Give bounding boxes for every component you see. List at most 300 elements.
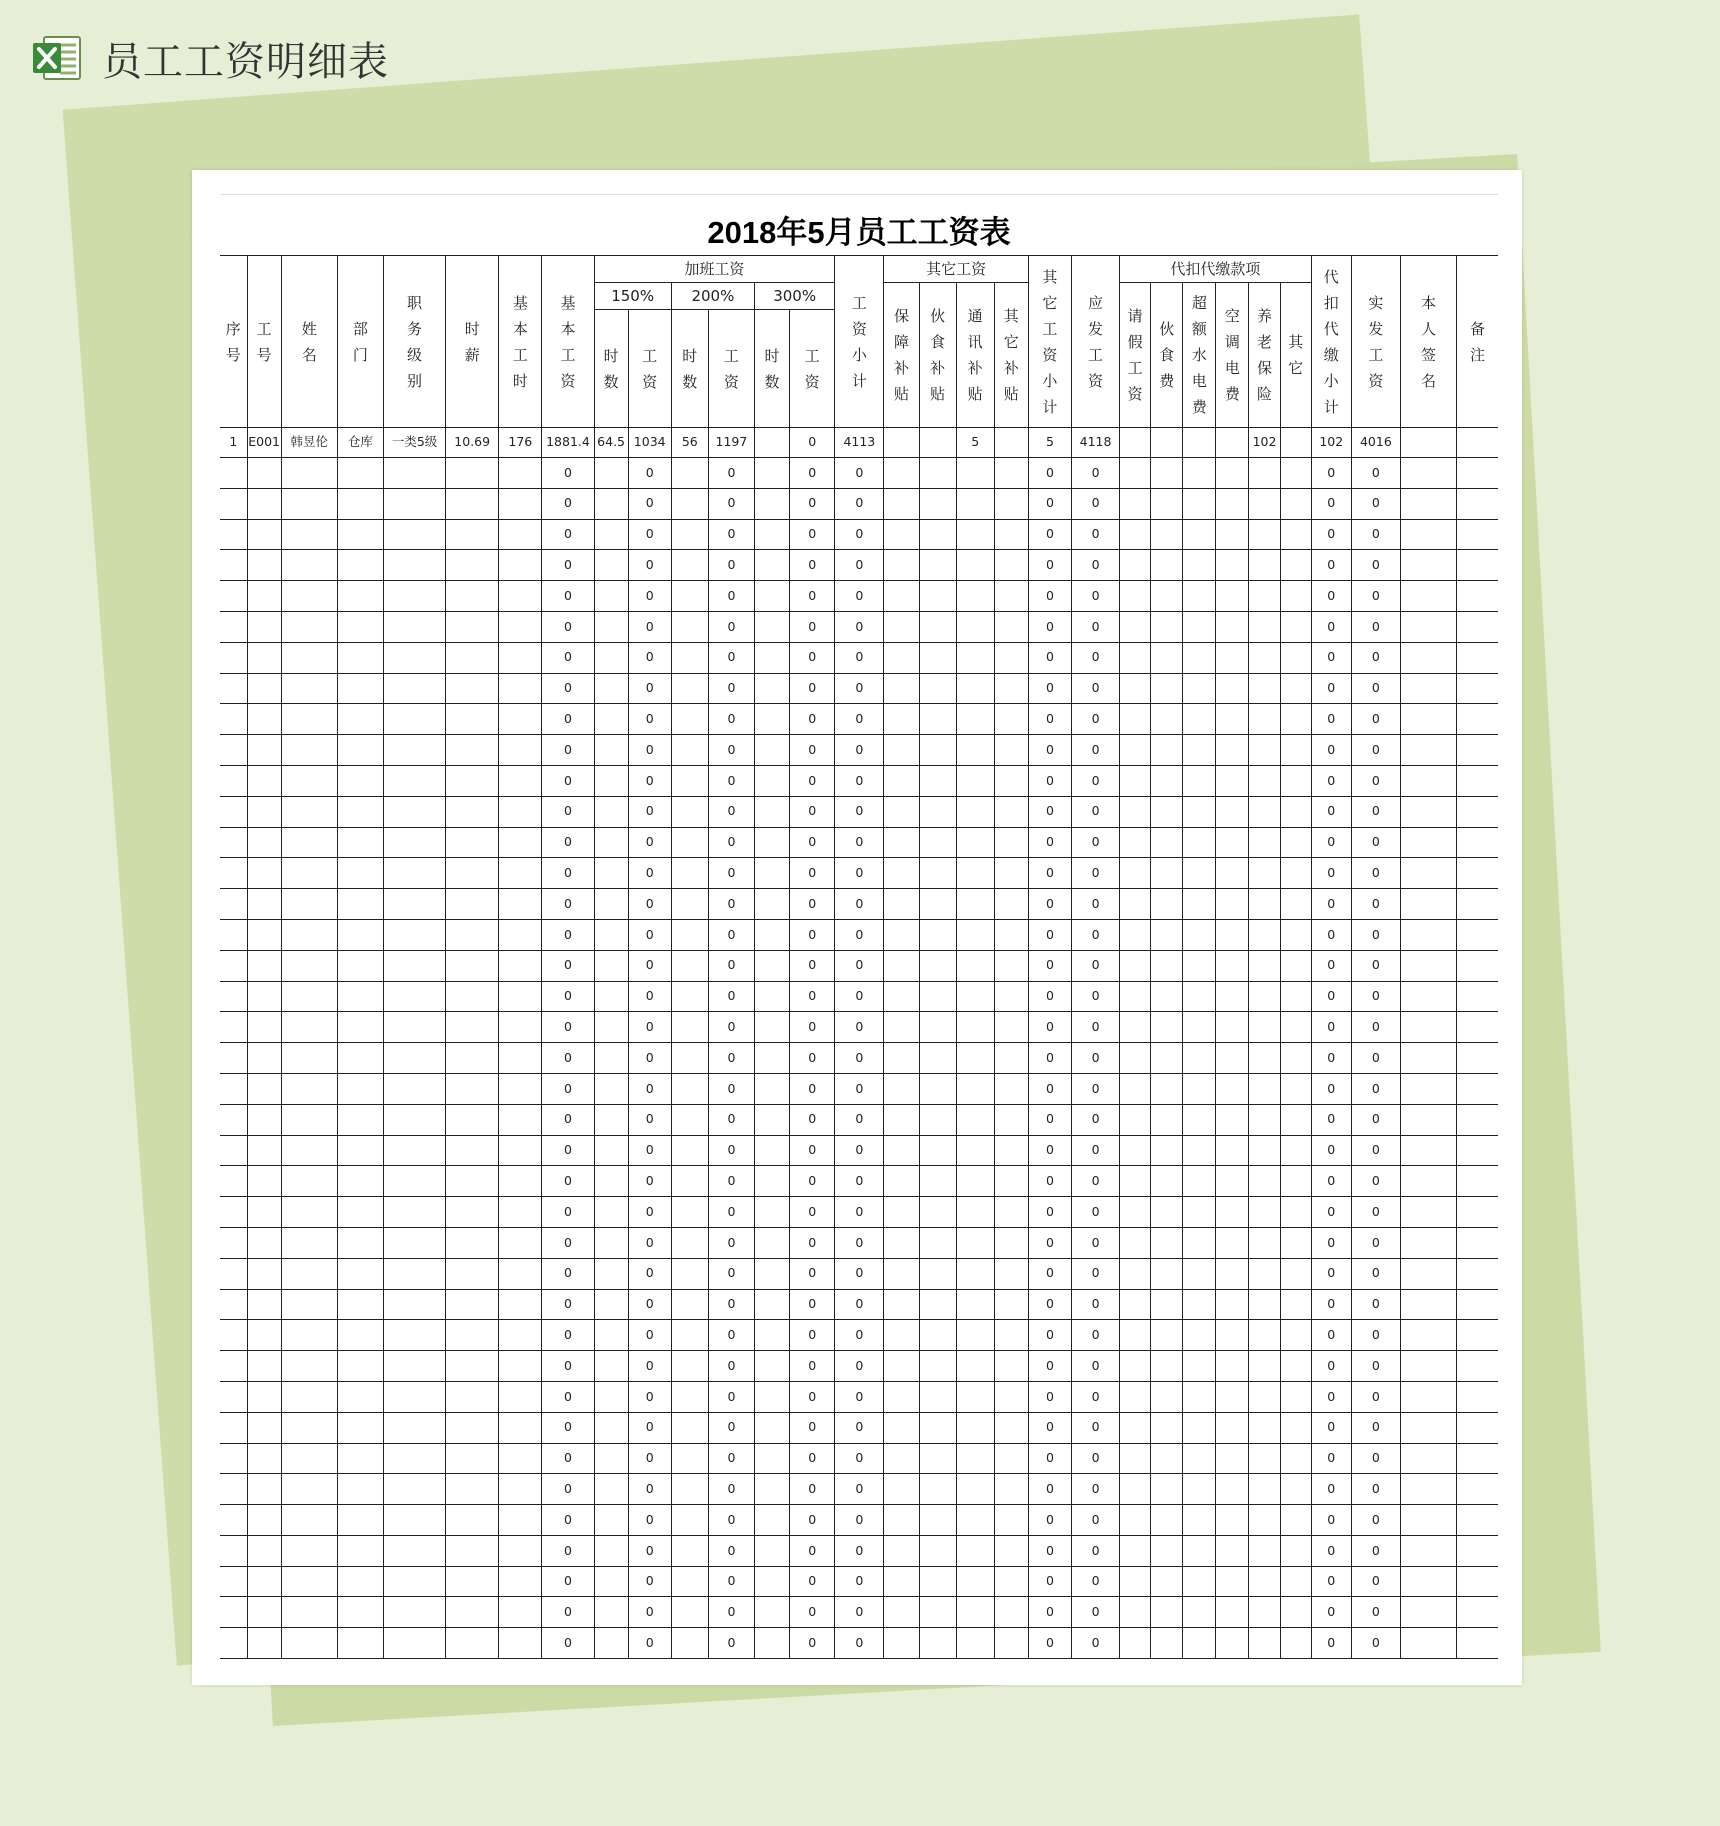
cell-remarks[interactable] (1457, 1289, 1498, 1320)
cell-signature[interactable] (1400, 1628, 1456, 1659)
cell-seq[interactable] (220, 1166, 247, 1197)
cell-emp-id[interactable] (247, 1197, 281, 1228)
cell-ded-leave[interactable] (1120, 1505, 1151, 1536)
cell-hourly[interactable] (446, 1412, 499, 1443)
cell-ot200-hours[interactable] (671, 1012, 708, 1043)
cell-seq[interactable] (220, 642, 247, 673)
cell-allow-meal[interactable] (919, 519, 956, 550)
cell-allow-other[interactable] (994, 488, 1028, 519)
cell-ded-other[interactable] (1280, 611, 1311, 642)
cell-allow-meal[interactable] (919, 581, 956, 612)
cell-allow-comm[interactable] (956, 704, 994, 735)
cell-allow-guarantee[interactable] (884, 1166, 919, 1197)
cell-name[interactable] (281, 1474, 337, 1505)
cell-ded-leave[interactable] (1120, 827, 1151, 858)
cell-emp-id[interactable] (247, 1043, 281, 1074)
cell-name[interactable] (281, 519, 337, 550)
cell-ot150-pay[interactable]: 0 (628, 1012, 671, 1043)
cell-ot200-pay[interactable]: 0 (708, 1104, 754, 1135)
cell-ot300-hours[interactable] (755, 1412, 790, 1443)
cell-ded-ac[interactable] (1216, 428, 1249, 458)
cell-signature[interactable] (1400, 1474, 1456, 1505)
cell-name[interactable] (281, 950, 337, 981)
cell-ded-leave[interactable] (1120, 765, 1151, 796)
cell-ded-utility[interactable] (1183, 1166, 1216, 1197)
cell-other-subtotal[interactable]: 0 (1028, 488, 1071, 519)
cell-other-subtotal[interactable]: 0 (1028, 1351, 1071, 1382)
cell-ded-utility[interactable] (1183, 673, 1216, 704)
cell-ded-other[interactable] (1280, 581, 1311, 612)
cell-allow-other[interactable] (994, 1443, 1028, 1474)
cell-other-subtotal[interactable]: 0 (1028, 458, 1071, 489)
cell-dept[interactable] (337, 1505, 383, 1536)
cell-ot300-hours[interactable] (755, 796, 790, 827)
cell-base-pay[interactable]: 0 (542, 704, 594, 735)
cell-ded-other[interactable] (1280, 1073, 1311, 1104)
cell-dept[interactable] (337, 1197, 383, 1228)
cell-ded-leave[interactable] (1120, 611, 1151, 642)
cell-allow-guarantee[interactable] (884, 735, 919, 766)
cell-hourly[interactable] (446, 919, 499, 950)
cell-ded-utility[interactable] (1183, 611, 1216, 642)
cell-allow-other[interactable] (994, 1320, 1028, 1351)
cell-name[interactable] (281, 1443, 337, 1474)
cell-other-subtotal[interactable]: 0 (1028, 796, 1071, 827)
cell-net[interactable]: 0 (1351, 1320, 1400, 1351)
cell-remarks[interactable] (1457, 581, 1498, 612)
cell-allow-meal[interactable] (919, 1043, 956, 1074)
cell-ot300-hours[interactable] (755, 611, 790, 642)
cell-ded-other[interactable] (1280, 1628, 1311, 1659)
cell-base-pay[interactable]: 0 (542, 488, 594, 519)
cell-emp-id[interactable] (247, 1227, 281, 1258)
cell-seq[interactable] (220, 1258, 247, 1289)
cell-ded-other[interactable] (1280, 458, 1311, 489)
cell-ded-utility[interactable] (1183, 889, 1216, 920)
cell-ot150-hours[interactable] (594, 1043, 628, 1074)
cell-hourly[interactable] (446, 581, 499, 612)
cell-grade[interactable] (383, 673, 445, 704)
cell-ded-utility[interactable] (1183, 1227, 1216, 1258)
cell-ot300-pay[interactable]: 0 (790, 950, 835, 981)
cell-ded-utility[interactable] (1183, 704, 1216, 735)
cell-ded-ac[interactable] (1216, 1104, 1249, 1135)
cell-ot300-pay[interactable]: 0 (790, 1412, 835, 1443)
cell-hourly[interactable] (446, 1166, 499, 1197)
cell-ot200-pay[interactable]: 0 (708, 1381, 754, 1412)
cell-allow-meal[interactable] (919, 1412, 956, 1443)
cell-ded-subtotal[interactable]: 0 (1311, 981, 1351, 1012)
cell-allow-comm[interactable] (956, 1197, 994, 1228)
cell-ot300-pay[interactable]: 0 (790, 458, 835, 489)
cell-allow-meal[interactable] (919, 1381, 956, 1412)
cell-allow-guarantee[interactable] (884, 642, 919, 673)
cell-ded-subtotal[interactable]: 0 (1311, 858, 1351, 889)
cell-emp-id[interactable] (247, 858, 281, 889)
cell-dept[interactable] (337, 581, 383, 612)
cell-dept[interactable] (337, 1566, 383, 1597)
cell-ot150-hours[interactable] (594, 827, 628, 858)
cell-base-pay[interactable]: 0 (542, 581, 594, 612)
cell-ot300-pay[interactable]: 0 (790, 673, 835, 704)
cell-allow-other[interactable] (994, 1381, 1028, 1412)
cell-grade[interactable] (383, 1505, 445, 1536)
cell-subtotal[interactable]: 0 (835, 458, 884, 489)
cell-ded-ac[interactable] (1216, 1043, 1249, 1074)
cell-allow-other[interactable] (994, 919, 1028, 950)
cell-ded-subtotal[interactable]: 0 (1311, 765, 1351, 796)
cell-emp-id[interactable] (247, 1474, 281, 1505)
cell-ot200-pay[interactable]: 0 (708, 827, 754, 858)
cell-name[interactable] (281, 581, 337, 612)
cell-ot300-pay[interactable]: 0 (790, 581, 835, 612)
cell-ded-leave[interactable] (1120, 1597, 1151, 1628)
cell-name[interactable] (281, 1628, 337, 1659)
cell-ded-subtotal[interactable]: 0 (1311, 1628, 1351, 1659)
cell-allow-meal[interactable] (919, 889, 956, 920)
cell-ot300-pay[interactable]: 0 (790, 981, 835, 1012)
cell-allow-other[interactable] (994, 1505, 1028, 1536)
cell-allow-meal[interactable] (919, 1597, 956, 1628)
cell-name[interactable] (281, 1166, 337, 1197)
cell-ot200-pay[interactable]: 0 (708, 1505, 754, 1536)
cell-allow-other[interactable] (994, 611, 1028, 642)
cell-net[interactable]: 0 (1351, 550, 1400, 581)
cell-ded-leave[interactable] (1120, 1073, 1151, 1104)
cell-ded-leave[interactable] (1120, 950, 1151, 981)
cell-remarks[interactable] (1457, 889, 1498, 920)
cell-subtotal[interactable]: 0 (835, 981, 884, 1012)
cell-ded-pension[interactable] (1249, 519, 1280, 550)
cell-seq[interactable] (220, 765, 247, 796)
cell-ot300-hours[interactable] (755, 1073, 790, 1104)
cell-ot150-hours[interactable] (594, 581, 628, 612)
cell-net[interactable]: 0 (1351, 1412, 1400, 1443)
cell-emp-id[interactable] (247, 1628, 281, 1659)
cell-ot300-hours[interactable] (755, 1320, 790, 1351)
cell-hourly[interactable] (446, 858, 499, 889)
cell-subtotal[interactable]: 0 (835, 1351, 884, 1382)
cell-ded-subtotal[interactable]: 0 (1311, 1597, 1351, 1628)
cell-ded-pension[interactable] (1249, 1381, 1280, 1412)
cell-ded-leave[interactable] (1120, 1443, 1151, 1474)
cell-ot150-hours[interactable] (594, 673, 628, 704)
cell-dept[interactable] (337, 889, 383, 920)
cell-ded-pension[interactable] (1249, 642, 1280, 673)
cell-ded-utility[interactable] (1183, 950, 1216, 981)
cell-other-subtotal[interactable]: 0 (1028, 1505, 1071, 1536)
cell-hourly[interactable] (446, 1012, 499, 1043)
cell-remarks[interactable] (1457, 1443, 1498, 1474)
cell-base-hours[interactable] (499, 458, 542, 489)
cell-allow-guarantee[interactable] (884, 1535, 919, 1566)
cell-signature[interactable] (1400, 1197, 1456, 1228)
cell-hourly[interactable] (446, 1073, 499, 1104)
cell-allow-meal[interactable] (919, 1566, 956, 1597)
cell-ded-other[interactable] (1280, 1166, 1311, 1197)
cell-ot200-hours[interactable] (671, 1597, 708, 1628)
cell-remarks[interactable] (1457, 827, 1498, 858)
cell-allow-comm[interactable] (956, 1227, 994, 1258)
cell-allow-comm[interactable] (956, 1628, 994, 1659)
cell-ot300-hours[interactable] (755, 981, 790, 1012)
cell-ded-ac[interactable] (1216, 1258, 1249, 1289)
cell-allow-guarantee[interactable] (884, 765, 919, 796)
cell-net[interactable]: 0 (1351, 519, 1400, 550)
cell-ded-pension[interactable] (1249, 1197, 1280, 1228)
cell-gross[interactable]: 0 (1071, 673, 1119, 704)
cell-allow-comm[interactable] (956, 827, 994, 858)
cell-ded-utility[interactable] (1183, 1505, 1216, 1536)
cell-ded-pension[interactable] (1249, 1227, 1280, 1258)
cell-ded-meal[interactable] (1151, 765, 1183, 796)
cell-signature[interactable] (1400, 1505, 1456, 1536)
cell-ded-meal[interactable] (1151, 1012, 1183, 1043)
cell-net[interactable]: 0 (1351, 1043, 1400, 1074)
cell-ded-ac[interactable] (1216, 1566, 1249, 1597)
cell-base-pay[interactable]: 0 (542, 1381, 594, 1412)
cell-seq[interactable] (220, 1443, 247, 1474)
cell-gross[interactable]: 0 (1071, 1258, 1119, 1289)
cell-subtotal[interactable]: 0 (835, 1505, 884, 1536)
cell-net[interactable]: 0 (1351, 889, 1400, 920)
cell-grade[interactable] (383, 765, 445, 796)
cell-subtotal[interactable]: 0 (835, 1135, 884, 1166)
cell-ot300-hours[interactable] (755, 458, 790, 489)
cell-net[interactable]: 0 (1351, 1227, 1400, 1258)
cell-base-hours[interactable] (499, 889, 542, 920)
cell-emp-id[interactable] (247, 1073, 281, 1104)
cell-ded-subtotal[interactable]: 0 (1311, 642, 1351, 673)
cell-signature[interactable] (1400, 950, 1456, 981)
cell-grade[interactable] (383, 581, 445, 612)
cell-subtotal[interactable]: 0 (835, 1628, 884, 1659)
cell-signature[interactable] (1400, 981, 1456, 1012)
cell-ot200-hours[interactable] (671, 1505, 708, 1536)
cell-base-hours[interactable] (499, 488, 542, 519)
cell-ded-subtotal[interactable]: 0 (1311, 1043, 1351, 1074)
cell-net[interactable]: 0 (1351, 1474, 1400, 1505)
cell-ot200-hours[interactable] (671, 889, 708, 920)
cell-ot300-pay[interactable]: 0 (790, 1443, 835, 1474)
cell-dept[interactable] (337, 519, 383, 550)
cell-allow-meal[interactable] (919, 1474, 956, 1505)
cell-ded-pension[interactable] (1249, 1258, 1280, 1289)
cell-ot200-hours[interactable] (671, 981, 708, 1012)
cell-signature[interactable] (1400, 1443, 1456, 1474)
cell-seq[interactable] (220, 1135, 247, 1166)
cell-subtotal[interactable]: 0 (835, 1535, 884, 1566)
cell-ot150-pay[interactable]: 1034 (628, 428, 671, 458)
cell-remarks[interactable] (1457, 428, 1498, 458)
cell-ded-subtotal[interactable]: 0 (1311, 1320, 1351, 1351)
cell-ded-leave[interactable] (1120, 1381, 1151, 1412)
cell-hourly[interactable] (446, 1043, 499, 1074)
cell-emp-id[interactable] (247, 1381, 281, 1412)
cell-ded-ac[interactable] (1216, 1597, 1249, 1628)
cell-allow-meal[interactable] (919, 1012, 956, 1043)
cell-base-pay[interactable]: 0 (542, 735, 594, 766)
cell-seq[interactable] (220, 1535, 247, 1566)
cell-allow-meal[interactable] (919, 981, 956, 1012)
cell-allow-meal[interactable] (919, 919, 956, 950)
cell-allow-guarantee[interactable] (884, 1012, 919, 1043)
cell-signature[interactable] (1400, 735, 1456, 766)
cell-signature[interactable] (1400, 1073, 1456, 1104)
cell-grade[interactable] (383, 889, 445, 920)
cell-ded-other[interactable] (1280, 1227, 1311, 1258)
cell-ot150-hours[interactable] (594, 1351, 628, 1382)
cell-dept[interactable] (337, 550, 383, 581)
cell-ot150-pay[interactable]: 0 (628, 858, 671, 889)
cell-allow-other[interactable] (994, 1628, 1028, 1659)
cell-hourly[interactable] (446, 488, 499, 519)
cell-allow-guarantee[interactable] (884, 488, 919, 519)
cell-ot200-hours[interactable] (671, 1043, 708, 1074)
cell-gross[interactable]: 0 (1071, 858, 1119, 889)
cell-subtotal[interactable]: 0 (835, 735, 884, 766)
cell-remarks[interactable] (1457, 458, 1498, 489)
cell-remarks[interactable] (1457, 1043, 1498, 1074)
cell-ded-ac[interactable] (1216, 919, 1249, 950)
cell-seq[interactable] (220, 1412, 247, 1443)
cell-net[interactable]: 0 (1351, 1597, 1400, 1628)
cell-other-subtotal[interactable]: 0 (1028, 1043, 1071, 1074)
cell-ded-pension[interactable] (1249, 1320, 1280, 1351)
cell-ded-other[interactable] (1280, 1381, 1311, 1412)
cell-hourly[interactable] (446, 950, 499, 981)
cell-dept[interactable] (337, 673, 383, 704)
cell-base-hours[interactable]: 176 (499, 428, 542, 458)
cell-ded-pension[interactable] (1249, 581, 1280, 612)
cell-ded-utility[interactable] (1183, 1104, 1216, 1135)
cell-ded-subtotal[interactable]: 0 (1311, 1289, 1351, 1320)
cell-gross[interactable]: 0 (1071, 735, 1119, 766)
cell-base-hours[interactable] (499, 950, 542, 981)
cell-other-subtotal[interactable]: 0 (1028, 1597, 1071, 1628)
cell-hourly[interactable] (446, 1258, 499, 1289)
cell-ded-utility[interactable] (1183, 1320, 1216, 1351)
cell-remarks[interactable] (1457, 1351, 1498, 1382)
cell-ot150-pay[interactable]: 0 (628, 1227, 671, 1258)
cell-emp-id[interactable] (247, 488, 281, 519)
cell-hourly[interactable] (446, 1197, 499, 1228)
cell-other-subtotal[interactable]: 0 (1028, 981, 1071, 1012)
cell-ded-pension[interactable] (1249, 458, 1280, 489)
cell-hourly[interactable] (446, 1535, 499, 1566)
cell-ot200-hours[interactable] (671, 1566, 708, 1597)
cell-seq[interactable] (220, 1104, 247, 1135)
cell-ded-subtotal[interactable]: 0 (1311, 827, 1351, 858)
cell-ded-meal[interactable] (1151, 611, 1183, 642)
cell-dept[interactable] (337, 1227, 383, 1258)
cell-other-subtotal[interactable]: 0 (1028, 1535, 1071, 1566)
cell-remarks[interactable] (1457, 673, 1498, 704)
cell-ded-meal[interactable] (1151, 704, 1183, 735)
cell-signature[interactable] (1400, 919, 1456, 950)
cell-name[interactable] (281, 550, 337, 581)
cell-emp-id[interactable] (247, 889, 281, 920)
cell-ded-ac[interactable] (1216, 458, 1249, 489)
cell-ded-other[interactable] (1280, 642, 1311, 673)
cell-ot300-hours[interactable] (755, 1505, 790, 1536)
cell-seq[interactable] (220, 673, 247, 704)
cell-ot200-pay[interactable]: 0 (708, 611, 754, 642)
cell-ot300-pay[interactable]: 0 (790, 704, 835, 735)
cell-hourly[interactable] (446, 889, 499, 920)
cell-ot200-hours[interactable] (671, 765, 708, 796)
cell-ded-leave[interactable] (1120, 1104, 1151, 1135)
cell-name[interactable] (281, 1043, 337, 1074)
cell-seq[interactable] (220, 919, 247, 950)
cell-ded-ac[interactable] (1216, 765, 1249, 796)
cell-base-pay[interactable]: 0 (542, 550, 594, 581)
cell-ot200-hours[interactable] (671, 1443, 708, 1474)
cell-ded-leave[interactable] (1120, 889, 1151, 920)
cell-allow-comm[interactable] (956, 1258, 994, 1289)
cell-allow-guarantee[interactable] (884, 1566, 919, 1597)
cell-remarks[interactable] (1457, 1073, 1498, 1104)
cell-other-subtotal[interactable]: 0 (1028, 1166, 1071, 1197)
cell-ot200-hours[interactable] (671, 488, 708, 519)
cell-ded-leave[interactable] (1120, 1351, 1151, 1382)
cell-ot150-hours[interactable] (594, 1505, 628, 1536)
cell-ded-ac[interactable] (1216, 550, 1249, 581)
cell-ot200-pay[interactable]: 0 (708, 1474, 754, 1505)
cell-net[interactable]: 0 (1351, 796, 1400, 827)
cell-allow-meal[interactable] (919, 611, 956, 642)
cell-net[interactable]: 0 (1351, 858, 1400, 889)
cell-allow-comm[interactable] (956, 1505, 994, 1536)
cell-base-hours[interactable] (499, 581, 542, 612)
cell-base-hours[interactable] (499, 1166, 542, 1197)
cell-ded-other[interactable] (1280, 1474, 1311, 1505)
cell-base-pay[interactable]: 0 (542, 519, 594, 550)
cell-ot150-hours[interactable] (594, 642, 628, 673)
cell-ded-meal[interactable] (1151, 1505, 1183, 1536)
cell-other-subtotal[interactable]: 0 (1028, 919, 1071, 950)
cell-name[interactable] (281, 642, 337, 673)
cell-ded-ac[interactable] (1216, 673, 1249, 704)
cell-ot300-pay[interactable]: 0 (790, 1012, 835, 1043)
cell-allow-meal[interactable] (919, 1227, 956, 1258)
cell-ded-subtotal[interactable]: 0 (1311, 581, 1351, 612)
cell-allow-meal[interactable] (919, 1166, 956, 1197)
cell-ded-subtotal[interactable]: 0 (1311, 550, 1351, 581)
cell-emp-id[interactable] (247, 1505, 281, 1536)
cell-base-hours[interactable] (499, 1505, 542, 1536)
cell-ot150-pay[interactable]: 0 (628, 673, 671, 704)
cell-net[interactable]: 0 (1351, 1443, 1400, 1474)
cell-ot150-pay[interactable]: 0 (628, 827, 671, 858)
cell-ded-other[interactable] (1280, 428, 1311, 458)
cell-ot150-hours[interactable] (594, 611, 628, 642)
cell-net[interactable]: 0 (1351, 1505, 1400, 1536)
cell-ded-leave[interactable] (1120, 1474, 1151, 1505)
cell-base-hours[interactable] (499, 1227, 542, 1258)
cell-subtotal[interactable]: 0 (835, 1073, 884, 1104)
cell-base-pay[interactable]: 0 (542, 858, 594, 889)
cell-ded-pension[interactable] (1249, 1443, 1280, 1474)
cell-name[interactable] (281, 458, 337, 489)
cell-subtotal[interactable]: 0 (835, 1166, 884, 1197)
cell-dept[interactable] (337, 1412, 383, 1443)
cell-grade[interactable] (383, 488, 445, 519)
cell-base-pay[interactable]: 0 (542, 1227, 594, 1258)
cell-signature[interactable] (1400, 1351, 1456, 1382)
cell-ded-subtotal[interactable]: 0 (1311, 458, 1351, 489)
cell-seq[interactable] (220, 1043, 247, 1074)
